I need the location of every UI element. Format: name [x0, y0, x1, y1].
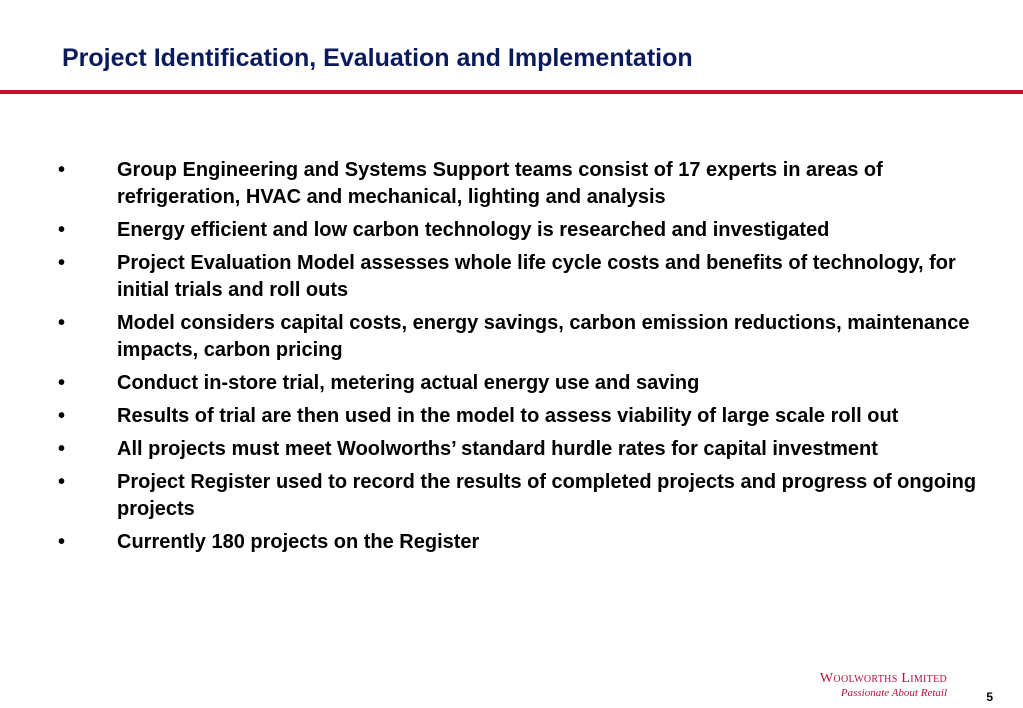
bullet-item — [58, 469, 978, 523]
bullet-item — [58, 403, 978, 430]
slide-title: Project Identification, Evaluation and Implementation — [62, 44, 693, 72]
bullet-item — [58, 436, 978, 463]
bullet-text: Project Evaluation Model assesses whole life cycle costs and benefits of technology, for initial trials and roll outs — [117, 252, 956, 301]
bullet-icon: • — [58, 159, 66, 181]
bullet-list — [58, 157, 978, 562]
bullet-item — [58, 250, 978, 304]
bullet-text: Model considers capital costs, energy savings, carbon emission reductions, maintenance impacts, carbon pricing — [117, 312, 970, 361]
company-logo — [820, 672, 947, 699]
title-divider — [0, 90, 1023, 94]
logo-tagline: Passionate About Retail — [840, 687, 947, 699]
bullet-item — [58, 217, 978, 244]
bullet-icon: • — [58, 471, 66, 493]
bullet-text: Project Register used to record the results of completed projects and progress of ongoing projects — [117, 471, 977, 520]
bullet-text: All projects must meet Woolworths’ standard hurdle rates for capital investment — [117, 438, 878, 460]
bullet-text: Energy efficient and low carbon technology is researched and investigated — [117, 219, 830, 241]
bullet-item — [58, 157, 978, 211]
bullet-item — [58, 310, 978, 364]
bullet-icon: • — [58, 438, 66, 460]
bullet-icon: • — [58, 531, 66, 553]
bullet-item — [58, 529, 978, 556]
bullet-text: Group Engineering and Systems Support teams consist of 17 experts in areas of refrigeration, HVAC and mechanical, lighting and analysis — [117, 159, 883, 208]
bullet-text: Conduct in-store trial, metering actual energy use and saving — [117, 372, 700, 394]
bullet-icon: • — [58, 312, 66, 334]
bullet-icon: • — [58, 405, 66, 427]
logo-name: Woolworths Limited — [819, 671, 947, 686]
bullet-icon: • — [58, 372, 66, 394]
bullet-text: Currently 180 projects on the Register — [117, 531, 480, 553]
bullet-text: Results of trial are then used in the model to assess viability of large scale roll out — [117, 405, 899, 427]
bullet-icon: • — [58, 219, 66, 241]
page-number: 5 — [986, 690, 993, 704]
bullet-icon: • — [58, 252, 66, 274]
bullet-item — [58, 370, 978, 397]
